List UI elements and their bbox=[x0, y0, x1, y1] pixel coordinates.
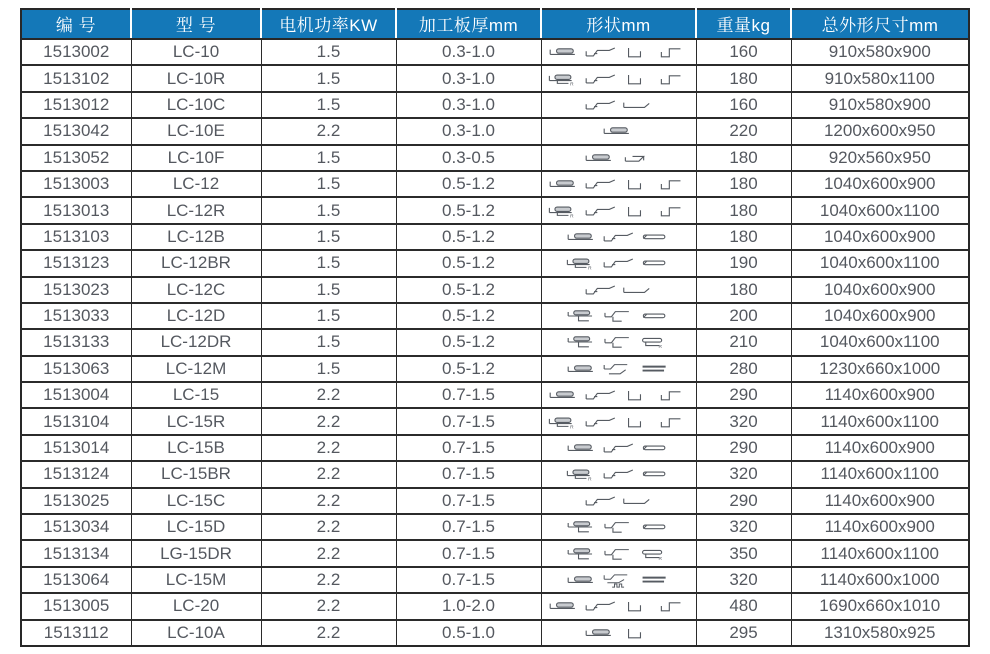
f-seam-profile-icon bbox=[601, 333, 636, 351]
cell-shapes bbox=[541, 514, 696, 540]
right-angle-hook-profile-icon bbox=[619, 175, 654, 193]
column-header-code: 编 号 bbox=[21, 9, 131, 39]
spec-table-body bbox=[21, 39, 969, 646]
cell-code: 1513133 bbox=[21, 329, 131, 355]
step-seam-profile-icon bbox=[655, 43, 690, 61]
closed-hem-profile-icon bbox=[547, 43, 582, 61]
closed-hem-with-r-flange-profile-icon bbox=[547, 70, 582, 88]
table-row bbox=[21, 461, 969, 487]
cell-code: 1513042 bbox=[21, 118, 131, 144]
flattened-loop-profile-icon bbox=[637, 518, 672, 536]
step-seam-profile-icon bbox=[655, 175, 690, 193]
cell-power: 1.5 bbox=[261, 277, 396, 303]
cell-weight: 320 bbox=[696, 408, 791, 434]
z-seam-profile-icon bbox=[601, 439, 636, 457]
cell-shapes bbox=[541, 197, 696, 223]
table-row bbox=[21, 197, 969, 223]
table-row bbox=[21, 92, 969, 118]
cell-dims: 910x580x1100 bbox=[791, 65, 969, 91]
cell-model: LC-15B bbox=[131, 435, 261, 461]
cell-thickness: 0.5-1.2 bbox=[396, 171, 541, 197]
table-row bbox=[21, 593, 969, 619]
flattened-loop-profile-icon bbox=[637, 465, 672, 483]
column-header-dims: 总外形尺寸mm bbox=[791, 9, 969, 39]
table-row bbox=[21, 356, 969, 382]
cell-weight: 160 bbox=[696, 39, 791, 65]
cell-thickness: 0.7-1.5 bbox=[396, 514, 541, 540]
cell-model: LC-10A bbox=[131, 620, 261, 646]
table-row bbox=[21, 171, 969, 197]
right-angle-hook-profile-icon bbox=[619, 413, 654, 431]
cell-weight: 190 bbox=[696, 250, 791, 276]
table-row bbox=[21, 514, 969, 540]
table-row bbox=[21, 39, 969, 65]
cell-thickness: 0.3-1.0 bbox=[396, 65, 541, 91]
cell-dims: 1040x600x900 bbox=[791, 224, 969, 250]
cell-dims: 1690x660x1010 bbox=[791, 593, 969, 619]
cell-code: 1513112 bbox=[21, 620, 131, 646]
cell-code: 1513063 bbox=[21, 356, 131, 382]
z-seam-profile-icon bbox=[583, 70, 618, 88]
shape-group bbox=[544, 199, 694, 223]
cell-power: 1.5 bbox=[261, 303, 396, 329]
double-hem-profile-icon bbox=[565, 545, 600, 563]
f-seam-profile-icon bbox=[601, 545, 636, 563]
cell-weight: 180 bbox=[696, 277, 791, 303]
cell-thickness: 0.5-1.2 bbox=[396, 224, 541, 250]
z-seam-profile-icon bbox=[583, 413, 618, 431]
angled-strip-profile-icon bbox=[619, 149, 654, 167]
cell-power: 2.2 bbox=[261, 567, 396, 593]
cell-power: 2.2 bbox=[261, 620, 396, 646]
step-seam-profile-icon bbox=[655, 70, 690, 88]
cell-shapes bbox=[541, 39, 696, 65]
cell-weight: 220 bbox=[696, 118, 791, 144]
double-z-seam-with-crimp-profile-icon bbox=[601, 571, 636, 589]
cell-shapes bbox=[541, 250, 696, 276]
cell-code: 1513014 bbox=[21, 435, 131, 461]
spec-table bbox=[20, 8, 970, 647]
shape-group bbox=[544, 462, 694, 486]
z-seam-profile-icon bbox=[583, 597, 618, 615]
shape-group bbox=[544, 225, 694, 249]
cell-weight: 160 bbox=[696, 92, 791, 118]
cell-shapes bbox=[541, 567, 696, 593]
double-bar-profile-icon bbox=[637, 360, 672, 378]
cell-thickness: 0.7-1.5 bbox=[396, 435, 541, 461]
cell-code: 1513013 bbox=[21, 197, 131, 223]
cell-power: 2.2 bbox=[261, 408, 396, 434]
closed-hem-profile-icon bbox=[601, 122, 636, 140]
closed-hem-profile-icon bbox=[547, 597, 582, 615]
table-row bbox=[21, 329, 969, 355]
cell-shapes bbox=[541, 65, 696, 91]
cell-shapes bbox=[541, 277, 696, 303]
cell-weight: 350 bbox=[696, 540, 791, 566]
cell-code: 1513033 bbox=[21, 303, 131, 329]
cell-power: 1.5 bbox=[261, 329, 396, 355]
table-row bbox=[21, 145, 969, 171]
double-hem-profile-icon bbox=[565, 333, 600, 351]
cell-code: 1513034 bbox=[21, 514, 131, 540]
cell-dims: 920x560x950 bbox=[791, 145, 969, 171]
cell-code: 1513023 bbox=[21, 277, 131, 303]
z-seam-profile-icon bbox=[601, 254, 636, 272]
cell-code: 1513103 bbox=[21, 224, 131, 250]
cell-dims: 1140x600x900 bbox=[791, 435, 969, 461]
cell-power: 1.5 bbox=[261, 92, 396, 118]
column-header-thickness: 加工板厚mm bbox=[396, 9, 541, 39]
cell-thickness: 0.3-1.0 bbox=[396, 92, 541, 118]
cell-dims: 1040x600x900 bbox=[791, 171, 969, 197]
f-seam-profile-icon bbox=[601, 518, 636, 536]
cell-dims: 910x580x900 bbox=[791, 39, 969, 65]
double-hem-profile-icon bbox=[565, 518, 600, 536]
cell-dims: 1040x600x1100 bbox=[791, 197, 969, 223]
cell-power: 2.2 bbox=[261, 382, 396, 408]
cell-model: LC-10C bbox=[131, 92, 261, 118]
z-seam-profile-icon bbox=[583, 281, 618, 299]
step-seam-profile-icon bbox=[655, 597, 690, 615]
cell-dims: 1140x600x1100 bbox=[791, 540, 969, 566]
cell-weight: 180 bbox=[696, 145, 791, 171]
cell-model: LC-12M bbox=[131, 356, 261, 382]
cell-power: 2.2 bbox=[261, 488, 396, 514]
shape-group bbox=[544, 67, 694, 91]
table-row bbox=[21, 620, 969, 646]
cell-dims: 910x580x900 bbox=[791, 92, 969, 118]
cell-power: 2.2 bbox=[261, 118, 396, 144]
shape-group bbox=[544, 172, 694, 196]
z-seam-profile-icon bbox=[583, 386, 618, 404]
cell-weight: 290 bbox=[696, 488, 791, 514]
flat-strip-profile-icon bbox=[619, 281, 654, 299]
f-seam-profile-icon bbox=[601, 307, 636, 325]
cell-power: 1.5 bbox=[261, 224, 396, 250]
double-hem-profile-icon bbox=[565, 307, 600, 325]
cell-code: 1513052 bbox=[21, 145, 131, 171]
cell-dims: 1140x600x1000 bbox=[791, 567, 969, 593]
double-bar-profile-icon bbox=[637, 571, 672, 589]
cell-thickness: 0.5-1.2 bbox=[396, 356, 541, 382]
right-angle-hook-profile-icon bbox=[619, 70, 654, 88]
cell-model: LC-15 bbox=[131, 382, 261, 408]
cell-thickness: 0.3-1.0 bbox=[396, 39, 541, 65]
cell-dims: 1040x600x900 bbox=[791, 277, 969, 303]
right-angle-hook-profile-icon bbox=[619, 624, 654, 642]
shape-group bbox=[544, 515, 694, 539]
cell-shapes bbox=[541, 540, 696, 566]
cell-thickness: 0.7-1.5 bbox=[396, 540, 541, 566]
cell-code: 1513025 bbox=[21, 488, 131, 514]
z-seam-profile-icon bbox=[601, 465, 636, 483]
cell-weight: 295 bbox=[696, 620, 791, 646]
cell-thickness: 0.5-1.2 bbox=[396, 250, 541, 276]
cell-dims: 1200x600x950 bbox=[791, 118, 969, 144]
closed-hem-profile-icon bbox=[547, 175, 582, 193]
cell-model: LC-12B bbox=[131, 224, 261, 250]
cell-model: LC-12DR bbox=[131, 329, 261, 355]
cell-power: 1.5 bbox=[261, 39, 396, 65]
cell-model: LC-10E bbox=[131, 118, 261, 144]
cell-dims: 1040x600x1100 bbox=[791, 250, 969, 276]
shape-group bbox=[544, 410, 694, 434]
cell-weight: 320 bbox=[696, 514, 791, 540]
header-row bbox=[21, 9, 969, 39]
cell-code: 1513005 bbox=[21, 593, 131, 619]
shape-group bbox=[544, 251, 694, 275]
cell-thickness: 0.5-1.2 bbox=[396, 303, 541, 329]
cell-shapes bbox=[541, 435, 696, 461]
closed-hem-profile-icon bbox=[565, 228, 600, 246]
cell-model: LC-20 bbox=[131, 593, 261, 619]
shape-group bbox=[544, 304, 694, 328]
cell-power: 1.5 bbox=[261, 65, 396, 91]
closed-hem-profile-icon bbox=[565, 360, 600, 378]
cell-model: LC-12BR bbox=[131, 250, 261, 276]
cell-thickness: 0.5-1.2 bbox=[396, 329, 541, 355]
shape-group bbox=[544, 330, 694, 354]
cell-code: 1513104 bbox=[21, 408, 131, 434]
shape-group bbox=[544, 568, 694, 592]
table-row bbox=[21, 408, 969, 434]
cell-weight: 180 bbox=[696, 65, 791, 91]
table-row bbox=[21, 277, 969, 303]
step-seam-profile-icon bbox=[655, 386, 690, 404]
cell-power: 1.5 bbox=[261, 356, 396, 382]
flattened-loop-profile-icon bbox=[637, 254, 672, 272]
z-seam-profile-icon bbox=[583, 43, 618, 61]
shape-group bbox=[544, 542, 694, 566]
cell-shapes bbox=[541, 620, 696, 646]
closed-hem-with-r-flange-profile-icon bbox=[547, 413, 582, 431]
cell-weight: 320 bbox=[696, 567, 791, 593]
cell-shapes bbox=[541, 303, 696, 329]
cell-weight: 200 bbox=[696, 303, 791, 329]
flattened-loop-with-r-profile-icon bbox=[637, 333, 672, 351]
table-row bbox=[21, 488, 969, 514]
cell-thickness: 0.3-1.0 bbox=[396, 118, 541, 144]
cell-power: 2.2 bbox=[261, 593, 396, 619]
cell-code: 1513124 bbox=[21, 461, 131, 487]
flattened-loop-profile-icon bbox=[637, 439, 672, 457]
cell-power: 2.2 bbox=[261, 435, 396, 461]
shape-group bbox=[544, 489, 694, 513]
right-angle-hook-profile-icon bbox=[619, 202, 654, 220]
cell-thickness: 0.5-1.2 bbox=[396, 197, 541, 223]
column-header-power: 电机功率KW bbox=[261, 9, 396, 39]
cell-dims: 1040x600x1100 bbox=[791, 329, 969, 355]
cell-shapes bbox=[541, 145, 696, 171]
cell-code: 1513012 bbox=[21, 92, 131, 118]
cell-weight: 480 bbox=[696, 593, 791, 619]
cell-model: LC-15D bbox=[131, 514, 261, 540]
step-seam-profile-icon bbox=[655, 202, 690, 220]
cell-power: 1.5 bbox=[261, 171, 396, 197]
cell-shapes bbox=[541, 118, 696, 144]
cell-thickness: 0.7-1.5 bbox=[396, 461, 541, 487]
closed-hem-with-r-flange-profile-icon bbox=[547, 202, 582, 220]
flat-strip-profile-icon bbox=[619, 492, 654, 510]
table-row bbox=[21, 303, 969, 329]
cell-weight: 320 bbox=[696, 461, 791, 487]
z-seam-profile-icon bbox=[601, 228, 636, 246]
table-row bbox=[21, 567, 969, 593]
cell-power: 1.5 bbox=[261, 250, 396, 276]
shape-group bbox=[544, 357, 694, 381]
shape-group bbox=[544, 383, 694, 407]
cell-thickness: 0.5-1.0 bbox=[396, 620, 541, 646]
cell-shapes bbox=[541, 329, 696, 355]
table-row bbox=[21, 250, 969, 276]
flattened-loop-profile-icon bbox=[637, 228, 672, 246]
cell-dims: 1140x600x1100 bbox=[791, 408, 969, 434]
cell-thickness: 0.7-1.5 bbox=[396, 488, 541, 514]
closed-hem-with-r-flange-profile-icon bbox=[565, 254, 600, 272]
cell-weight: 290 bbox=[696, 382, 791, 408]
cell-thickness: 0.7-1.5 bbox=[396, 567, 541, 593]
cell-thickness: 0.7-1.5 bbox=[396, 408, 541, 434]
cell-code: 1513003 bbox=[21, 171, 131, 197]
cell-dims: 1140x600x900 bbox=[791, 514, 969, 540]
table-row bbox=[21, 435, 969, 461]
closed-hem-profile-icon bbox=[565, 571, 600, 589]
flattened-loop-with-r-profile-icon bbox=[637, 545, 672, 563]
table-row bbox=[21, 382, 969, 408]
table-row bbox=[21, 65, 969, 91]
cell-model: LG-15DR bbox=[131, 540, 261, 566]
cell-model: LC-10R bbox=[131, 65, 261, 91]
shape-group bbox=[544, 146, 694, 170]
double-z-seam-profile-icon bbox=[601, 360, 636, 378]
column-header-weight: 重量kg bbox=[696, 9, 791, 39]
shape-group bbox=[544, 93, 694, 117]
closed-hem-profile-icon bbox=[565, 439, 600, 457]
z-seam-profile-icon bbox=[583, 492, 618, 510]
cell-weight: 180 bbox=[696, 171, 791, 197]
cell-power: 2.2 bbox=[261, 461, 396, 487]
cell-power: 1.5 bbox=[261, 197, 396, 223]
cell-code: 1513123 bbox=[21, 250, 131, 276]
cell-weight: 210 bbox=[696, 329, 791, 355]
cell-code: 1513134 bbox=[21, 540, 131, 566]
cell-thickness: 0.5-1.2 bbox=[396, 277, 541, 303]
cell-dims: 1140x600x1100 bbox=[791, 461, 969, 487]
cell-dims: 1310x580x925 bbox=[791, 620, 969, 646]
cell-model: LC-12C bbox=[131, 277, 261, 303]
flat-strip-profile-icon bbox=[619, 96, 654, 114]
cell-model: LC-12D bbox=[131, 303, 261, 329]
cell-model: LC-12R bbox=[131, 197, 261, 223]
cell-power: 1.5 bbox=[261, 145, 396, 171]
cell-weight: 290 bbox=[696, 435, 791, 461]
shape-group bbox=[544, 278, 694, 302]
cell-weight: 180 bbox=[696, 224, 791, 250]
z-seam-profile-icon bbox=[583, 96, 618, 114]
closed-hem-profile-icon bbox=[583, 624, 618, 642]
cell-code: 1513004 bbox=[21, 382, 131, 408]
closed-hem-profile-icon bbox=[547, 386, 582, 404]
cell-model: LC-10F bbox=[131, 145, 261, 171]
cell-dims: 1140x600x900 bbox=[791, 488, 969, 514]
cell-shapes bbox=[541, 488, 696, 514]
cell-weight: 180 bbox=[696, 197, 791, 223]
cell-power: 2.2 bbox=[261, 514, 396, 540]
cell-shapes bbox=[541, 92, 696, 118]
table-row bbox=[21, 540, 969, 566]
cell-shapes bbox=[541, 593, 696, 619]
shape-group bbox=[544, 119, 694, 143]
table-row bbox=[21, 118, 969, 144]
column-header-shapes: 形状mm bbox=[541, 9, 696, 39]
z-seam-profile-icon bbox=[583, 202, 618, 220]
step-seam-profile-icon bbox=[655, 413, 690, 431]
shape-group bbox=[544, 40, 694, 64]
shape-group bbox=[544, 621, 694, 645]
cell-power: 2.2 bbox=[261, 540, 396, 566]
cell-shapes bbox=[541, 224, 696, 250]
flattened-loop-profile-icon bbox=[637, 307, 672, 325]
right-angle-hook-profile-icon bbox=[619, 386, 654, 404]
cell-code: 1513064 bbox=[21, 567, 131, 593]
cell-weight: 280 bbox=[696, 356, 791, 382]
cell-code: 1513002 bbox=[21, 39, 131, 65]
cell-model: LC-12 bbox=[131, 171, 261, 197]
cell-thickness: 0.3-0.5 bbox=[396, 145, 541, 171]
column-header-model: 型 号 bbox=[131, 9, 261, 39]
cell-model: LC-15C bbox=[131, 488, 261, 514]
cell-thickness: 0.7-1.5 bbox=[396, 382, 541, 408]
cell-model: LC-15M bbox=[131, 567, 261, 593]
cell-dims: 1040x600x900 bbox=[791, 303, 969, 329]
closed-hem-profile-icon bbox=[583, 149, 618, 167]
right-angle-hook-profile-icon bbox=[619, 43, 654, 61]
right-angle-hook-profile-icon bbox=[619, 597, 654, 615]
cell-model: LC-15BR bbox=[131, 461, 261, 487]
cell-shapes bbox=[541, 461, 696, 487]
shape-group bbox=[544, 436, 694, 460]
cell-dims: 1230x660x1000 bbox=[791, 356, 969, 382]
cell-model: LC-15R bbox=[131, 408, 261, 434]
closed-hem-with-r-flange-profile-icon bbox=[565, 465, 600, 483]
cell-thickness: 1.0-2.0 bbox=[396, 593, 541, 619]
table-row bbox=[21, 224, 969, 250]
shape-group bbox=[544, 594, 694, 618]
cell-shapes bbox=[541, 356, 696, 382]
cell-model: LC-10 bbox=[131, 39, 261, 65]
z-seam-profile-icon bbox=[583, 175, 618, 193]
cell-shapes bbox=[541, 382, 696, 408]
cell-shapes bbox=[541, 171, 696, 197]
cell-code: 1513102 bbox=[21, 65, 131, 91]
cell-dims: 1140x600x900 bbox=[791, 382, 969, 408]
cell-shapes bbox=[541, 408, 696, 434]
